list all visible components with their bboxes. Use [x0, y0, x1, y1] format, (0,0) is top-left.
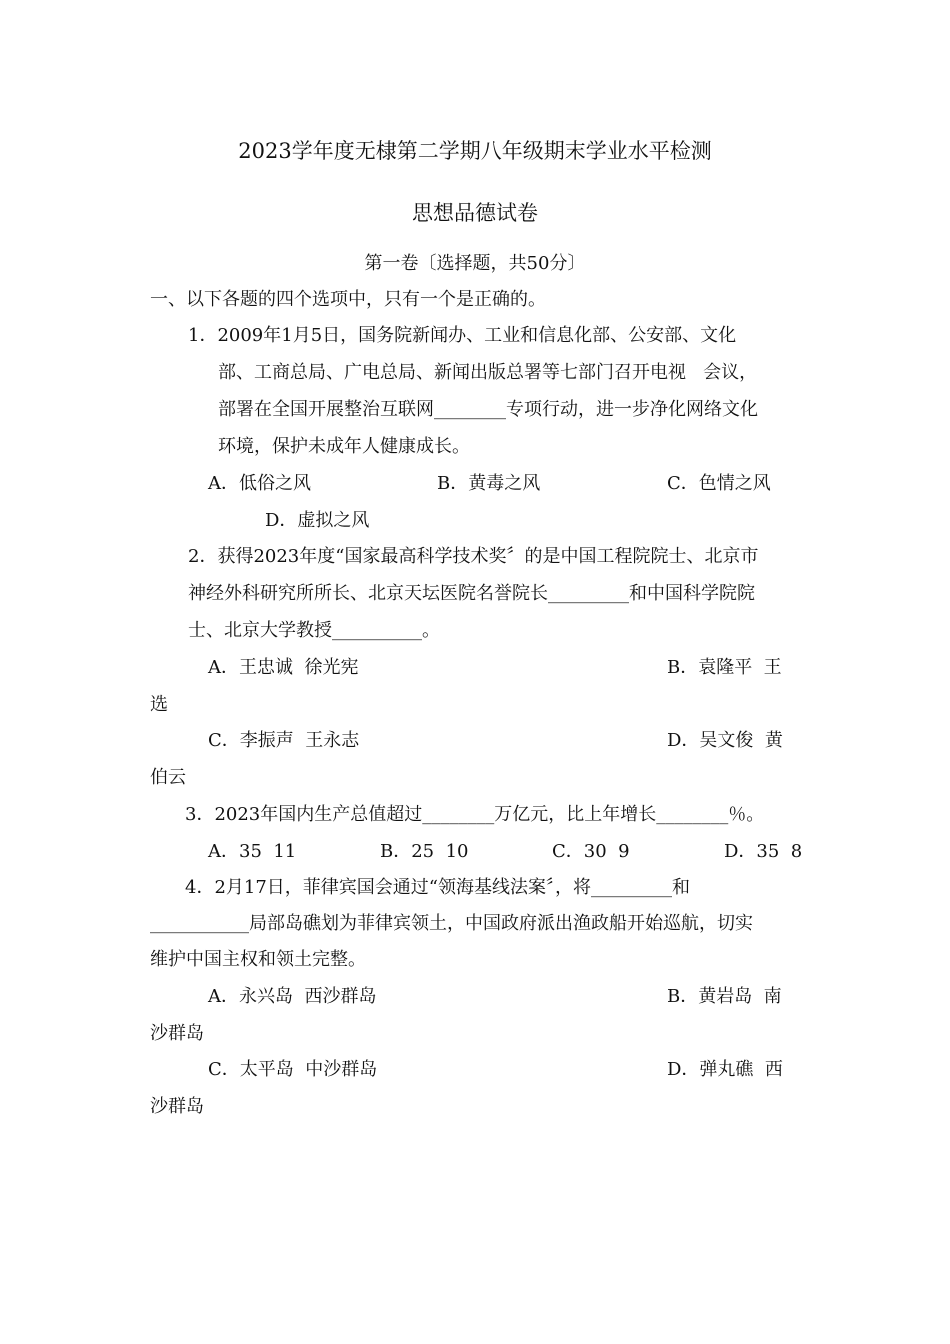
q4-option-a: A．永兴岛 西沙群岛 — [208, 986, 377, 1007]
q2-option-b: B．袁隆平 王 — [667, 657, 782, 678]
q2-line-2: 神经外科研究所所长、北京天坛医院名誉院长_________和中国科学院院 — [188, 583, 755, 604]
q1-option-b: B．黄毒之风 — [437, 473, 541, 494]
q2-option-a: A．王忠诚 徐光宪 — [208, 657, 359, 678]
q3-option-a: A．35 11 — [208, 841, 297, 862]
q4-option-c: C．太平岛 中沙群岛 — [208, 1059, 378, 1080]
q4-option-b-cont: 沙群岛 — [150, 1023, 204, 1044]
q4-option-b: B．黄岩岛 南 — [667, 986, 782, 1007]
instruction-text: 一、以下各题的四个选项中，只有一个是正确的。 — [150, 289, 546, 310]
q4-option-d-cont: 沙群岛 — [150, 1096, 204, 1117]
q4-line-1: 4．2月17日，菲律宾国会通过“领海基线法案〞，将_________和 — [185, 877, 691, 898]
q4-line-2: ___________局部岛礁划为菲律宾领土，中国政府派出渔政船开始巡航，切实 — [150, 913, 753, 934]
exam-subtitle: 思想品德试卷 — [412, 201, 538, 225]
q1-option-c: C．色情之风 — [667, 473, 771, 494]
q1-option-a: A．低俗之风 — [208, 473, 311, 494]
q4-option-d: D．弹丸礁 西 — [667, 1059, 783, 1080]
q2-line-1: 2．获得2023年度“国家最高科学技术奖〞的是中国工程院院士、北京市 — [188, 546, 759, 567]
section-heading: 第一卷〔选择题，共50分〕 — [364, 253, 586, 274]
q2-option-b-cont: 选 — [150, 694, 168, 715]
q2-option-d-cont: 伯云 — [150, 767, 186, 788]
q2-option-d: D．吴文俊 黄 — [667, 730, 783, 751]
q1-option-d: D．虚拟之风 — [265, 510, 370, 531]
q3-option-c: C．30 9 — [552, 841, 630, 862]
q3-line-1: 3．2023年国内生产总值超过________万亿元，比上年增长________％。 — [185, 804, 765, 825]
q3-option-d: D．35 8 — [724, 841, 803, 862]
q4-line-3: 维护中国主权和领土完整。 — [150, 949, 366, 970]
q1-line-4: 环境，保护未成年人健康成长。 — [218, 436, 470, 457]
q1-line-2: 部、工商总局、广电总局、新闻出版总署等七部门召开电视 会议， — [218, 362, 758, 383]
q1-line-1: 1．2009年1月5日，国务院新闻办、工业和信息化部、公安部、文化 — [188, 325, 737, 346]
q3-option-b: B．25 10 — [380, 841, 469, 862]
exam-title: 2023学年度无棣第二学期八年级期末学业水平检测 — [238, 139, 712, 163]
q1-line-3: 部署在全国开展整治互联网________专项行动，进一步净化网络文化 — [218, 399, 758, 420]
q2-line-3: 士、北京大学教授__________。 — [188, 620, 440, 641]
q2-option-c: C．李振声 王永志 — [208, 730, 360, 751]
